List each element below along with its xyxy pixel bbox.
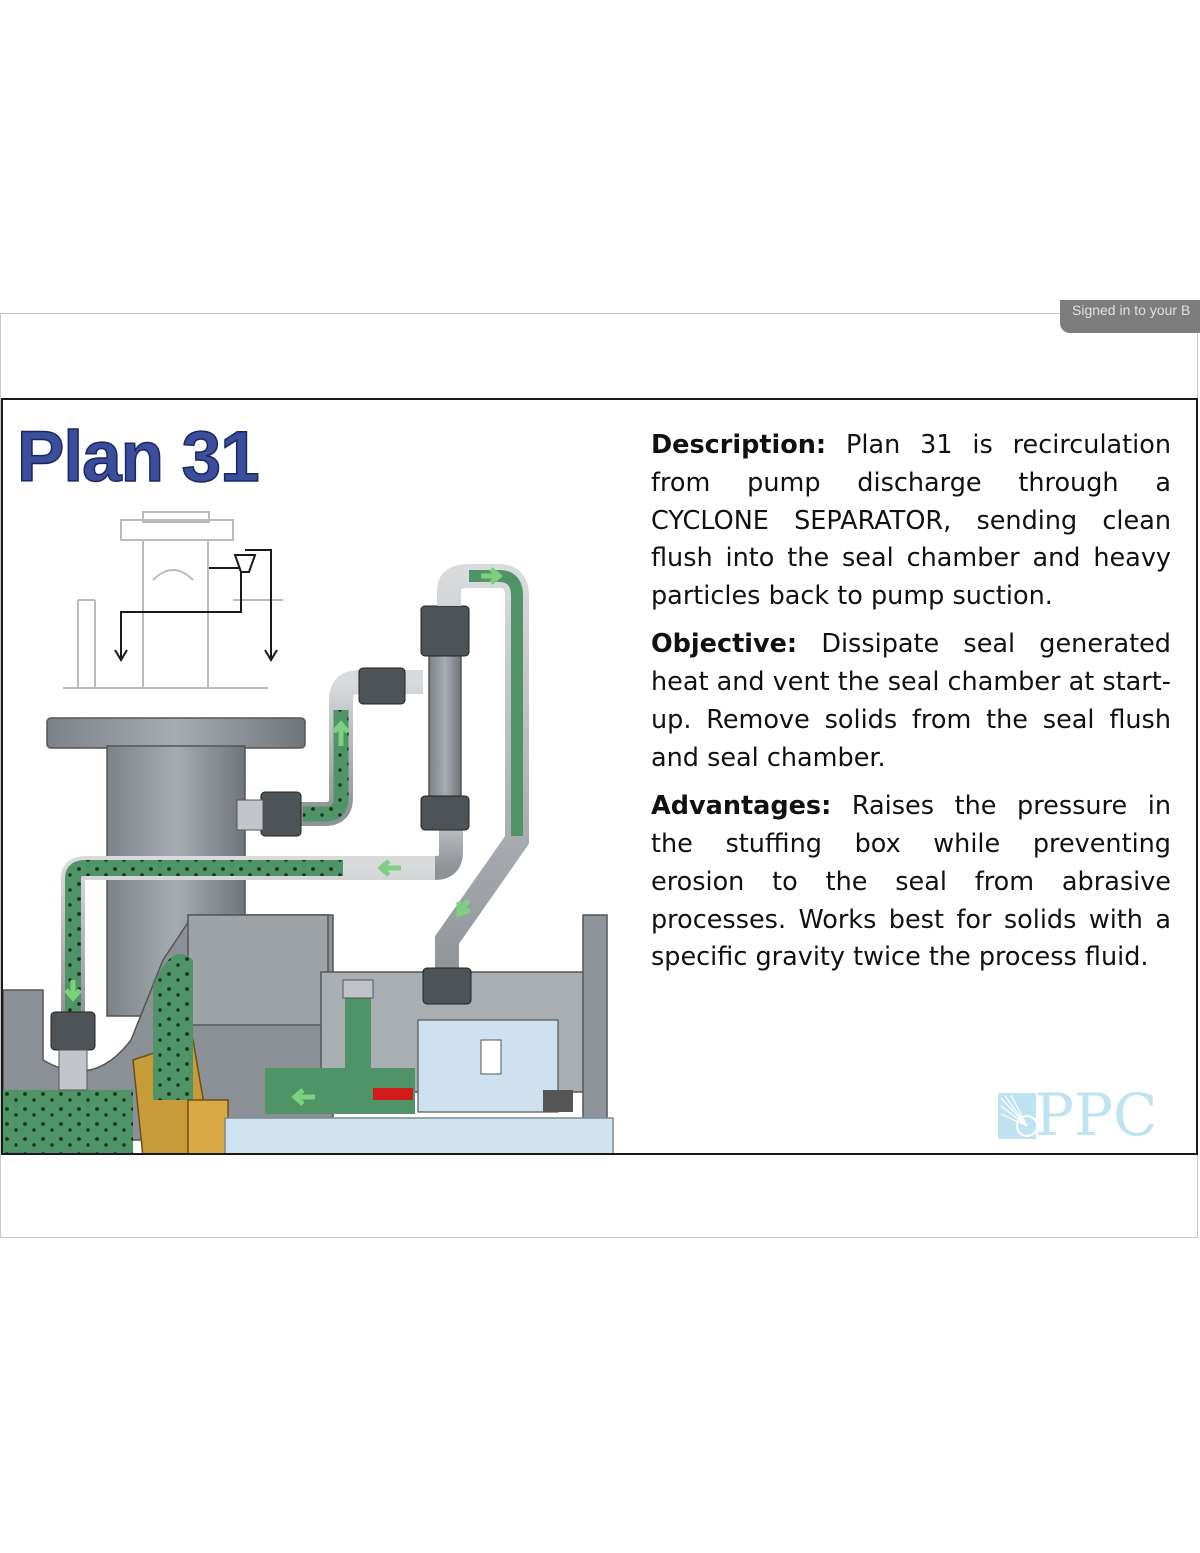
seal-flush-fitting bbox=[423, 968, 471, 1004]
advantages-paragraph bbox=[651, 788, 1171, 977]
pump-shaft bbox=[225, 1118, 613, 1155]
slide-text bbox=[651, 427, 1171, 988]
signin-notification-text: Signed in to your B bbox=[1072, 302, 1191, 318]
discharge-fitting bbox=[261, 792, 301, 836]
description-paragraph bbox=[651, 427, 1171, 616]
ppc-logo-mark-icon bbox=[997, 1092, 1037, 1140]
gland-flange bbox=[583, 915, 607, 1145]
discharge-flange bbox=[47, 718, 305, 748]
signin-notification[interactable] bbox=[1060, 300, 1200, 333]
advantages-text: Raises the pressure in the stuffing box while preventing erosion to the seal from abrasive processes. Works best for solids with a specific gravity twice the process fluid. bbox=[651, 791, 1171, 973]
schematic-flow-lines bbox=[115, 550, 277, 660]
advantages-label: Advantages: bbox=[651, 791, 832, 822]
cyclone-separator bbox=[429, 654, 461, 814]
schematic-inset bbox=[63, 512, 283, 688]
seal-housing bbox=[188, 915, 328, 1025]
description-label: Description: bbox=[651, 430, 827, 460]
suction-fluid bbox=[3, 1090, 133, 1155]
slide bbox=[1, 398, 1198, 1155]
ppc-logo bbox=[997, 1081, 1177, 1149]
impeller-hub bbox=[188, 1100, 228, 1155]
ppc-logo-text: PPC bbox=[1035, 1081, 1158, 1149]
description-text: Plan 31 is recirculation from pump discharge through a CYCLONE SEPARATOR, sending clean flush into the seal chamber and heavy particles back to pump suction. bbox=[651, 430, 1171, 612]
plan31-cutaway-diagram bbox=[3, 400, 643, 1155]
flush-port-channel bbox=[345, 994, 371, 1074]
objective-text: Dissipate seal generated heat and vent the seal chamber at start-up. Remove solids from the seal flush and seal chamber. bbox=[651, 629, 1171, 773]
slide-title: Plan 31 bbox=[17, 418, 259, 497]
objective-paragraph bbox=[651, 626, 1171, 777]
seal-face-red bbox=[373, 1088, 413, 1100]
suction-fitting bbox=[51, 1012, 95, 1050]
objective-label: Objective: bbox=[651, 629, 798, 660]
impeller-eye-fluid bbox=[153, 954, 193, 1100]
